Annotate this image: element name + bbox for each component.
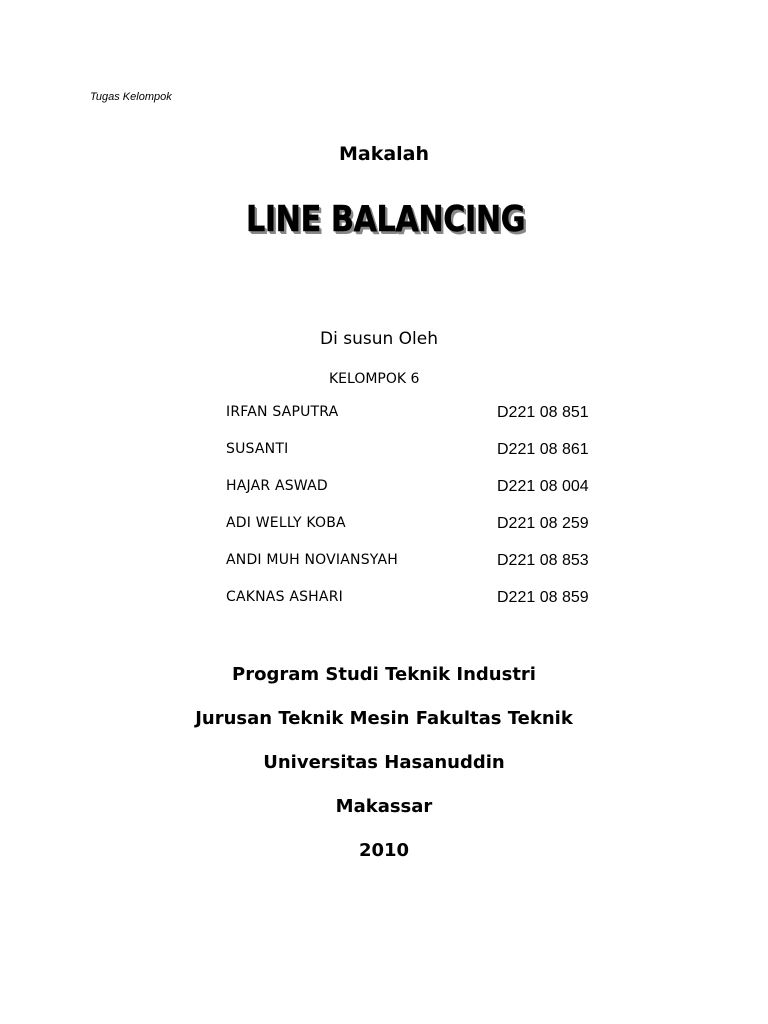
member-name: CAKNAS ASHARI	[226, 589, 343, 605]
member-row	[226, 589, 626, 626]
member-name: ADI WELLY KOBA	[226, 515, 346, 531]
member-name: SUSANTI	[226, 441, 289, 457]
member-id: D221 08 859	[497, 589, 589, 606]
authors-heading: Di susun Oleh	[320, 329, 438, 349]
member-row	[226, 404, 626, 441]
member-id: D221 08 851	[497, 404, 589, 421]
member-name: IRFAN SAPUTRA	[226, 404, 339, 420]
member-id: D221 08 861	[497, 441, 589, 458]
year: 2010	[358, 840, 410, 861]
document-type: Makalah	[338, 143, 430, 165]
member-id: D221 08 004	[497, 478, 589, 495]
university: Universitas Hasanuddin	[263, 752, 505, 773]
study-program: Program Studi Teknik Industri	[232, 664, 536, 685]
member-row	[226, 478, 626, 515]
document-title: LINE BALANCING	[246, 199, 526, 240]
member-id: D221 08 853	[497, 552, 589, 569]
member-name: ANDI MUH NOVIANSYAH	[226, 552, 398, 568]
member-id: D221 08 259	[497, 515, 589, 532]
member-row	[226, 441, 626, 478]
member-list	[226, 404, 626, 626]
group-name: KELOMPOK 6	[329, 371, 420, 387]
member-name: HAJAR ASWAD	[226, 478, 328, 494]
city: Makassar	[335, 796, 433, 817]
member-row	[226, 552, 626, 589]
header-note: Tugas Kelompok	[90, 91, 172, 103]
member-row	[226, 515, 626, 552]
department: Jurusan Teknik Mesin Fakultas Teknik	[195, 708, 573, 729]
